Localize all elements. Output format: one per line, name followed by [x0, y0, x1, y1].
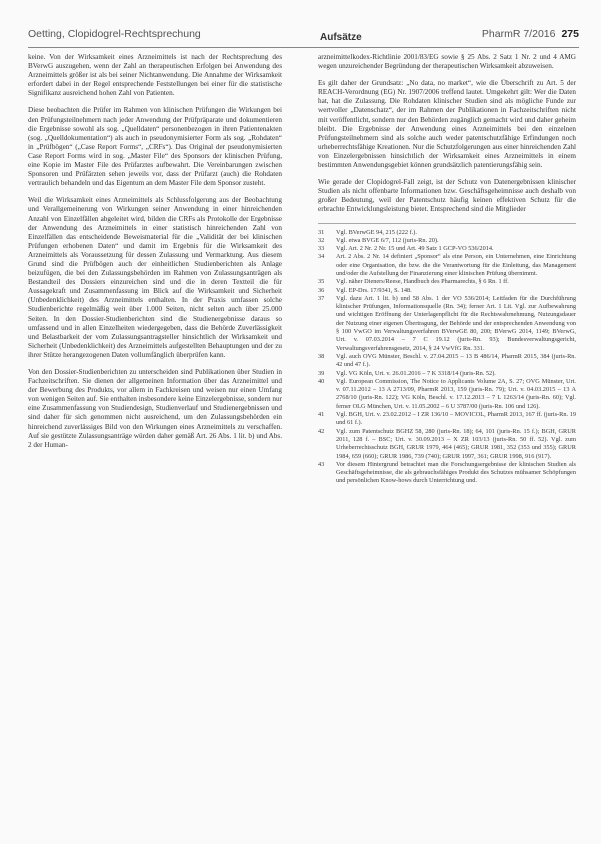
footnote-number: 38: [318, 352, 325, 360]
footnote-number: 42: [318, 427, 325, 435]
footnote: [318, 287, 576, 295]
footnote: [318, 353, 576, 370]
footnote-text: Vgl. European Commission, The Notice to Applicants Volume 2A, S. 27; OVG Münster, Urt. v. 07.11.2012 – 13 A 2713/09, PharmR 2013, 159 (juris-Rn. 79); Urt. v. 04.03.2015 – 13 A 2768/10 (juris-Rn. 122); VG Köln, Beschl. v. 17.12.2013 – 7 L 1263/14 (juris-Rn. 60); Vgl. ferner OLG München, Urt. v. 11.05.2002 – 6 U 3787/00 (juris-Rn. 106 und 126).: [336, 377, 576, 410]
footnote: [318, 428, 576, 461]
footnote-number: 34: [318, 253, 325, 261]
footnote: [318, 295, 576, 353]
footnote-text: Vgl. BVerwGE 94, 215 (222 f.).: [336, 228, 417, 236]
footnote: [318, 253, 576, 278]
footnote: [318, 461, 576, 486]
body-paragraph: arzneimittelkodex-Richtlinie 2001/83/EG sowie § 25 Abs. 2 Satz 1 Nr. 2 und 4 AMG wegen unzureichender Begründung der therapeutischen Wirksamkeit abzuweisen.: [318, 53, 576, 71]
page-number: 275: [561, 28, 579, 40]
footnote-text: Vgl. EP-Drs. 17/9341, S. 148.: [336, 286, 412, 294]
footnote: [318, 245, 576, 253]
left-column: [28, 53, 282, 458]
header-issue: PharmR 7/2016: [481, 28, 556, 40]
footnote-text: Vgl. auch OVG Münster, Beschl. v. 27.04.2015 – 13 B 486/14, PharmR 2015, 384 (juris-Rn. 42 und 47 f.).: [336, 352, 576, 369]
footnote-text: Vgl. dazu Art. 1 lit. b) und 58 Abs. 1 der VO 536/2014; Leitfaden für die Durchführung klinischer Prüfungen, Informationsquelle (Rn. 34); ferner Art. 1 Lit. Vgl. zur Aufbewahrung und wichtigen Eröffnung der Unterlagenpflicht für die Rechtswahrnehmung, Nutzungsdauer der Nutzung einer eigenen Übertragung, der Behörde und der entsprechenden Anwendung von § 100 VwGO im Verwaltungsverfahren BVerwGE 80, 200; BVerwG 2014, 1149; BVerwG, Urt. v. 07.03.2014 – 7 C 19.12 (juris-Rn. 93); Bundesverwaltungsgericht, Verwaltungsverfahrensgesetz, 2014, § 24 VwVfG Rn. 331.: [336, 294, 576, 352]
footnote: [318, 370, 576, 378]
body-paragraph: Weil die Wirksamkeit eines Arzneimittels als Schlussfolgerung aus der Beobachtung und Verallgemeinerung von Wirkungen seiner Anwendung in einer hinreichenden Anzahl von Einzelfällen abgeleitet wird, bilden die CRFs als Protokolle der Ergebnisse der Anwendung des Arzneimittels in einer statistisch hinreichenden Zahl von Einzelfällen das entscheidende Beweismaterial für die „Validität der bei klinischen Prüfungen erhobenen Daten“ und damit im Ergebnis für die Wirksamkeit des Arzneimittels als Voraussetzung für dessen Zulassung und Vermarktung. Aus diesem Grund sind die Prüfbögen auch der einheitlichen Studienberichten als Anlage beizufügen, die bei den Zulassungsbehörden im Rahmen von Zulassungsanträgen als Bestandteil des Dossiers einzureichen sind und die in deren Textteil die für Aussagekraft und Zusammenfassung im Blick auf die Wirksamkeit und Sicherheit (Unbedenklichkeit) des Arzneimittels enthalten. In der Praxis umfassen solche Studienberichte regelmäßig weit über 1.000 Seiten, nicht selten auch über 25.000 Seiten. In den Dossier-Studienberichten sind die Studienergebnisse daraus so umfassend und in allen Einzelheiten wiedergegeben, dass die Behörde Zuverlässigkeit und Belastbarkeit der vom Zulassungsantragsteller hinsichtlich der Wirksamkeit und Sicherheit (Unbedenklichkeit) des Arzneimittels aufgestellten Behauptungen und der zu ihrer Stütze herangezogenen Daten vollumfänglich überprüfen kann.: [28, 196, 282, 359]
footnote-number: 33: [318, 245, 325, 253]
footnote-text: Vgl. etwa BVGE 6/7, 112 (juris-Rn. 20).: [336, 236, 439, 244]
footnote: [318, 278, 576, 286]
footnote-text: Vgl. BGH, Urt. v. 23.02.2012 – I ZR 136/10 – MOVICOL, PharmR 2013, 167 ff. (juris-Rn. 19 und 61 f.).: [336, 411, 576, 427]
footnote-number: 39: [318, 369, 325, 377]
footnote-number: 41: [318, 411, 325, 419]
footnote-number: 32: [318, 236, 325, 244]
footnote: [318, 378, 576, 411]
body-paragraph: keine. Von der Wirksamkeit eines Arzneimittels ist nach der Rechtsprechung des BVerwG auszugehen, wenn der Zahl an therapeutischen Erfolgen bei Anwendung des Arzneimittels größer ist als bei seiner Nichtanwendung. Die Annahme der Wirksamkeit erfordert dabei in der Regel entsprechende Feststellungen bei einer für die statistische Signifikanz ausreichend hohen Zahl von Patienten.: [28, 53, 282, 98]
header-journal: [482, 28, 579, 40]
footnote-separator: [318, 223, 576, 224]
footnote-text: Vgl. zum Patentschutz BGHZ 58, 280 (juris-Rn. 18); 64, 101 (juris-Rn. 15 f.); BGH, GRUR 2011, 128 f. – BSC; Urt. v. 30.09.2013 – X ZR 103/13 (juris-Rn. 50 ff. 52). Vgl. zum Urheberrechtsschutz BGH, GRUR 1979, 464 (465); GRUR 1981, 352 (353 und 355); GRUR 1984, 659 (660); GRUR 1986, 739 (740); GRUR 1997, 361; GRUR 1998, 916 (917).: [336, 427, 576, 460]
footnote: [318, 411, 576, 428]
footnote-text: Vor diesem Hintergrund betrachtet man die Forschungsergebnisse der klinischen Studien als Geschäftsgeheimnisse, die als gebrauchsfähiges Produkt des Schutzes mühsamer Schöpfungen und persönlichen Know-hows durch Unterrichtung und.: [336, 460, 576, 485]
footnote-number: 37: [318, 294, 325, 302]
footnote: [318, 229, 576, 237]
footnote-number: 36: [318, 286, 325, 294]
footnote-text: Art. 2 Abs. 2 Nr. 14 definiert „Sponsor“ als eine Person, ein Unternehmen, eine Einrichtung oder eine Organisation, die bzw. die die Verantwortung für die Einleitung, das Management und/oder die Aufstellung der Finanzierung einer klinischen Prüfung übernimmt.: [336, 253, 576, 277]
footnote-text: Vgl. VG Köln, Urt. v. 26.01.2016 – 7 K 3318/14 (juris-Rn. 52).: [336, 369, 496, 377]
right-column: [318, 53, 576, 486]
header-section: Aufsätze: [320, 32, 362, 43]
body-paragraph: Von den Dossier-Studienberichten zu unterscheiden sind Publikationen über Studien in Fachzeitschriften. Sie dienen der allgemeinen Information über das Arzneimittel und der Bewerbung des Produkts, vor allem in Fachkreisen und weisen nur einen Umfang von wenigen Seiten auf. Sie enthalten insbesondere keine Einzelergebnisse, sondern nur eine Zusammenfassung von Studiendesign, Studienverlauf und Studienergebnissen und sind daher für sich genommen nicht ausreichend, um den Zulassungsbehörden ein hinreichend zuverlässiges Bild von den Wirkungen eines Arzneimittels zu verschaffen. Auf sie gestützte Zulassungsanträge würden daher gemäß Art. 26 Abs. 1 lit. b) und Abs. 2 der Human-: [28, 368, 282, 449]
footnote-text: Vgl. näher Dieners/Reese, Handbuch des Pharmarechts, § 6 Rn. 1 ff.: [336, 278, 509, 286]
footnote-list: [318, 229, 576, 486]
footnote: [318, 237, 576, 245]
header-author-title: Oetting, Clopidogrel-Rechtsprechung: [28, 28, 201, 40]
footnote-number: 40: [318, 377, 325, 385]
body-paragraph: Es gilt daher der Grundsatz: „No data, no market“, wie die Überschrift zu Art. 5 der REACH-Verordnung (EG) Nr. 1907/2006 treffend lautet. Umgekehrt gilt: Wer die Daten hat, hat die Zulassung. Die Rohdaten klinischer Studien sind als mögliche Funde zur wertvoller „Datenschatz“, der im Rahmen der Publikationen in Fachzeitschriften nicht mit veröffentlicht, sondern nur den Behörden zugänglich gemacht wird und daher geheim bleibt. Die Ergebnisse der Anwendung eines Arzneimittels bei den einzelnen Prüfungsteilnehmern sind als solche auch weder patentschutzfähige Erfindungen noch urheberrechtsfähige Kreationen. Nur die Schutzfolgerungen aus einer hinreichenden Zahl von Einzelergebnissen hinsichtlich der Wirksamkeit eines Arzneimittels in einem bestimmten Anwendungsgebiet können grundsätzlich patentierungsfähig sein.: [318, 79, 576, 170]
body-paragraph: Wie gerade der Clopidogrel-Fall zeigt, ist der Schutz von Datenergebnissen klinischer Studien als nicht offenbarte Informationen bzw. Geschäftsgeheimnisse auch deshalb von großer Bedeutung, weil der Patentschutz häufig keinen effektiven Schutz für die erbrachte Entwicklungsleistung bietet. Entsprechend sind die Mitglieder: [318, 178, 576, 214]
footnote-text: Vgl. Art. 2 Nr. 2 Nr. 15 und Art. 49 Satz 1 GCP-VO 536/2014.: [336, 245, 494, 253]
footnote-number: 43: [318, 460, 325, 468]
footnote-number: 35: [318, 278, 325, 286]
running-header: [28, 28, 579, 44]
footnote-number: 31: [318, 228, 325, 236]
header-rule: [28, 47, 579, 48]
body-paragraph: Diese beobachten die Prüfer im Rahmen von klinischen Prüfungen die Wirkungen bei den Prüfungsteilnehmern nach jeder Anwendung der Prüfpräparate und dokumentieren die Ergebnisse sowohl als sog. „Quelldaten“ personenbezogen in ihren Patientenakten (sog. „Quelldokumentation“) als auch in pseudonymisierter Form als sog. „Rohdaten“ in „Prüfbögen“ („Case Report Forms“, „CRFs“). Das Original der pseudonymisierten Case Report Forms wird in sog. „Master File“ des Sponsors der klinischen Prüfung, eine Kopie im Master File des Prüfarztes aufbewahrt. Die Vereinbarungen zwischen Sponsoren und Prüfärzten sehen jeweils vor, dass der Prüfarzt (auch) die Rohdaten vertraulich behandeln und das Eigentum an dem Master File dem Sponsor zusteht.: [28, 106, 282, 188]
